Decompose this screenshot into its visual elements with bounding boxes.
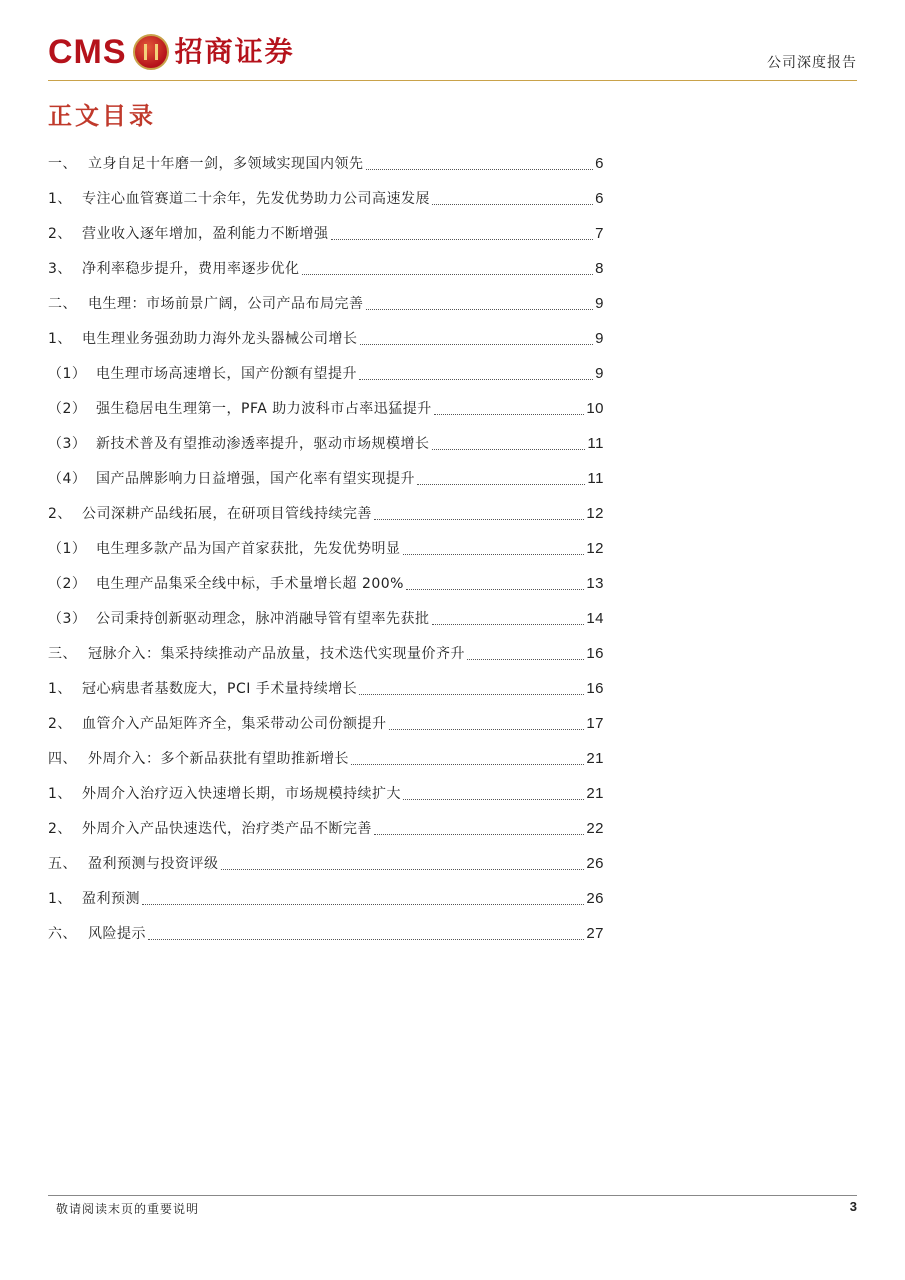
- toc-leader-dots: [366, 169, 594, 170]
- toc-leader-dots: [359, 694, 584, 695]
- table-of-contents: [48, 146, 604, 951]
- toc-entry-title: 电生理：市场前景广阔，公司产品布局完善: [88, 296, 364, 312]
- toc-entry-number: 二、: [48, 296, 77, 312]
- toc-entry-number: 1、: [48, 681, 72, 697]
- toc-entry-page: 12: [586, 505, 604, 522]
- toc-leader-dots: [331, 239, 594, 240]
- toc-entry-page: 7: [595, 225, 604, 242]
- report-type: 公司深度报告: [767, 55, 857, 71]
- toc-leader-dots: [403, 799, 584, 800]
- toc-entry-number: 3、: [48, 261, 72, 277]
- toc-entry-number: 三、: [48, 646, 77, 662]
- logo-cms-text: CMS: [48, 33, 127, 71]
- toc-leader-dots: [374, 519, 584, 520]
- toc-entry-number: （2）: [48, 401, 87, 417]
- toc-entry-title: 国产品牌影响力日益增强，国产化率有望实现提升: [96, 471, 415, 487]
- toc-leader-dots: [360, 344, 594, 345]
- toc-entry[interactable]: [48, 916, 604, 951]
- toc-entry-page: 21: [586, 750, 604, 767]
- toc-entry[interactable]: [48, 321, 604, 356]
- toc-title: 正文目录: [48, 101, 156, 130]
- toc-entry-title: 盈利预测: [82, 891, 140, 907]
- toc-leader-dots: [432, 624, 585, 625]
- header-divider: [48, 80, 857, 81]
- toc-entry-title: 血管介入产品矩阵齐全，集采带动公司份额提升: [82, 716, 387, 732]
- footer-note: 敬请阅读末页的重要说明: [56, 1202, 200, 1216]
- toc-entry[interactable]: [48, 391, 604, 426]
- toc-leader-dots: [432, 449, 586, 450]
- toc-entry[interactable]: [48, 251, 604, 286]
- toc-entry-page: 14: [586, 610, 604, 627]
- toc-entry-page: 9: [595, 295, 604, 312]
- cms-logo: [48, 32, 295, 72]
- toc-entry-page: 22: [586, 820, 604, 837]
- toc-leader-dots: [302, 274, 594, 275]
- toc-leader-dots: [359, 379, 593, 380]
- toc-leader-dots: [351, 764, 584, 765]
- toc-leader-dots: [148, 939, 584, 940]
- toc-entry-page: 6: [595, 155, 604, 172]
- toc-leader-dots: [406, 589, 584, 590]
- toc-entry[interactable]: [48, 216, 604, 251]
- toc-entry-number: 一、: [48, 156, 77, 172]
- toc-entry[interactable]: [48, 846, 604, 881]
- toc-leader-dots: [417, 484, 585, 485]
- toc-leader-dots: [432, 204, 593, 205]
- toc-entry[interactable]: [48, 741, 604, 776]
- toc-entry[interactable]: [48, 636, 604, 671]
- logo-badge-icon: [133, 34, 169, 70]
- toc-entry-page: 27: [586, 925, 604, 942]
- toc-entry-number: 2、: [48, 226, 72, 242]
- toc-entry-number: 2、: [48, 821, 72, 837]
- toc-entry-page: 6: [595, 190, 604, 207]
- toc-entry-page: 10: [586, 400, 604, 417]
- toc-entry-page: 16: [586, 645, 604, 662]
- toc-entry-title: 冠脉介入：集采持续推动产品放量，技术迭代实现量价齐升: [88, 646, 465, 662]
- toc-entry-title: 风险提示: [88, 926, 146, 942]
- toc-leader-dots: [467, 659, 584, 660]
- toc-entry-page: 9: [595, 365, 604, 382]
- toc-entry-title: 营业收入逐年增加，盈利能力不断增强: [82, 226, 329, 242]
- toc-entry-title: 外周介入：多个新品获批有望助推新增长: [88, 751, 349, 767]
- logo-cn-text: 招商证券: [174, 35, 295, 68]
- toc-entry-page: 8: [595, 260, 604, 277]
- toc-leader-dots: [403, 554, 585, 555]
- toc-leader-dots: [434, 414, 585, 415]
- toc-entry-number: （3）: [48, 436, 87, 452]
- toc-entry-number: 1、: [48, 331, 72, 347]
- toc-entry-title: 公司深耕产品线拓展，在研项目管线持续完善: [82, 506, 372, 522]
- toc-entry[interactable]: [48, 496, 604, 531]
- toc-entry[interactable]: [48, 881, 604, 916]
- toc-entry[interactable]: [48, 286, 604, 321]
- toc-entry-title: 电生理产品集采全线中标，手术量增长超 200%: [96, 576, 404, 592]
- toc-entry-page: 13: [586, 575, 604, 592]
- toc-entry-title: 立身自足十年磨一剑，多领域实现国内领先: [88, 156, 364, 172]
- toc-entry-title: 公司秉持创新驱动理念，脉冲消融导管有望率先获批: [96, 611, 430, 627]
- toc-leader-dots: [374, 834, 584, 835]
- toc-entry-title: 强生稳居电生理第一，PFA 助力波科市占率迅猛提升: [96, 401, 432, 417]
- toc-entry-title: 电生理多款产品为国产首家获批，先发优势明显: [96, 541, 401, 557]
- toc-entry[interactable]: [48, 181, 604, 216]
- toc-entry-title: 净利率稳步提升，费用率逐步优化: [82, 261, 300, 277]
- toc-entry-title: 冠心病患者基数庞大，PCI 手术量持续增长: [82, 681, 358, 697]
- toc-leader-dots: [366, 309, 594, 310]
- toc-entry-number: 六、: [48, 926, 77, 942]
- toc-entry-number: 1、: [48, 891, 72, 907]
- toc-entry-page: 11: [587, 470, 604, 487]
- toc-entry-page: 11: [587, 435, 604, 452]
- toc-entry-title: 专注心血管赛道二十余年，先发优势助力公司高速发展: [82, 191, 430, 207]
- toc-leader-dots: [389, 729, 585, 730]
- toc-entry[interactable]: [48, 706, 604, 741]
- toc-entry-title: 新技术普及有望推动渗透率提升，驱动市场规模增长: [96, 436, 430, 452]
- toc-entry-page: 12: [586, 540, 604, 557]
- toc-entry[interactable]: [48, 776, 604, 811]
- page-header: [48, 28, 857, 80]
- page-number: 3: [849, 1199, 857, 1214]
- toc-entry-page: 26: [586, 855, 604, 872]
- toc-leader-dots: [221, 869, 585, 870]
- toc-entry[interactable]: [48, 566, 604, 601]
- toc-entry-page: 9: [595, 330, 604, 347]
- toc-entry-number: 2、: [48, 716, 72, 732]
- toc-entry-title: 电生理业务强劲助力海外龙头器械公司增长: [82, 331, 358, 347]
- toc-entry-number: 五、: [48, 856, 77, 872]
- toc-entry-page: 16: [586, 680, 604, 697]
- toc-entry-number: 1、: [48, 786, 72, 802]
- toc-entry-number: （1）: [48, 366, 87, 382]
- toc-entry-page: 21: [586, 785, 604, 802]
- toc-entry-number: 2、: [48, 506, 72, 522]
- toc-entry-title: 盈利预测与投资评级: [88, 856, 219, 872]
- toc-entry[interactable]: [48, 146, 604, 181]
- toc-entry-title: 电生理市场高速增长，国产份额有望提升: [96, 366, 357, 382]
- toc-entry[interactable]: [48, 811, 604, 846]
- toc-entry-number: （4）: [48, 471, 87, 487]
- toc-entry-title: 外周介入产品快速迭代，治疗类产品不断完善: [82, 821, 372, 837]
- toc-entry-number: （3）: [48, 611, 87, 627]
- toc-entry-page: 17: [586, 715, 604, 732]
- toc-entry-number: （2）: [48, 576, 87, 592]
- toc-entry[interactable]: [48, 531, 604, 566]
- toc-entry-number: 1、: [48, 191, 72, 207]
- toc-entry[interactable]: [48, 671, 604, 706]
- toc-entry-number: 四、: [48, 751, 77, 767]
- toc-entry-number: （1）: [48, 541, 87, 557]
- footer-divider: [48, 1195, 857, 1196]
- toc-entry[interactable]: [48, 601, 604, 636]
- toc-entry[interactable]: [48, 461, 604, 496]
- toc-leader-dots: [142, 904, 584, 905]
- toc-entry[interactable]: [48, 356, 604, 391]
- toc-entry-title: 外周介入治疗迈入快速增长期，市场规模持续扩大: [82, 786, 401, 802]
- toc-entry[interactable]: [48, 426, 604, 461]
- toc-entry-page: 26: [586, 890, 604, 907]
